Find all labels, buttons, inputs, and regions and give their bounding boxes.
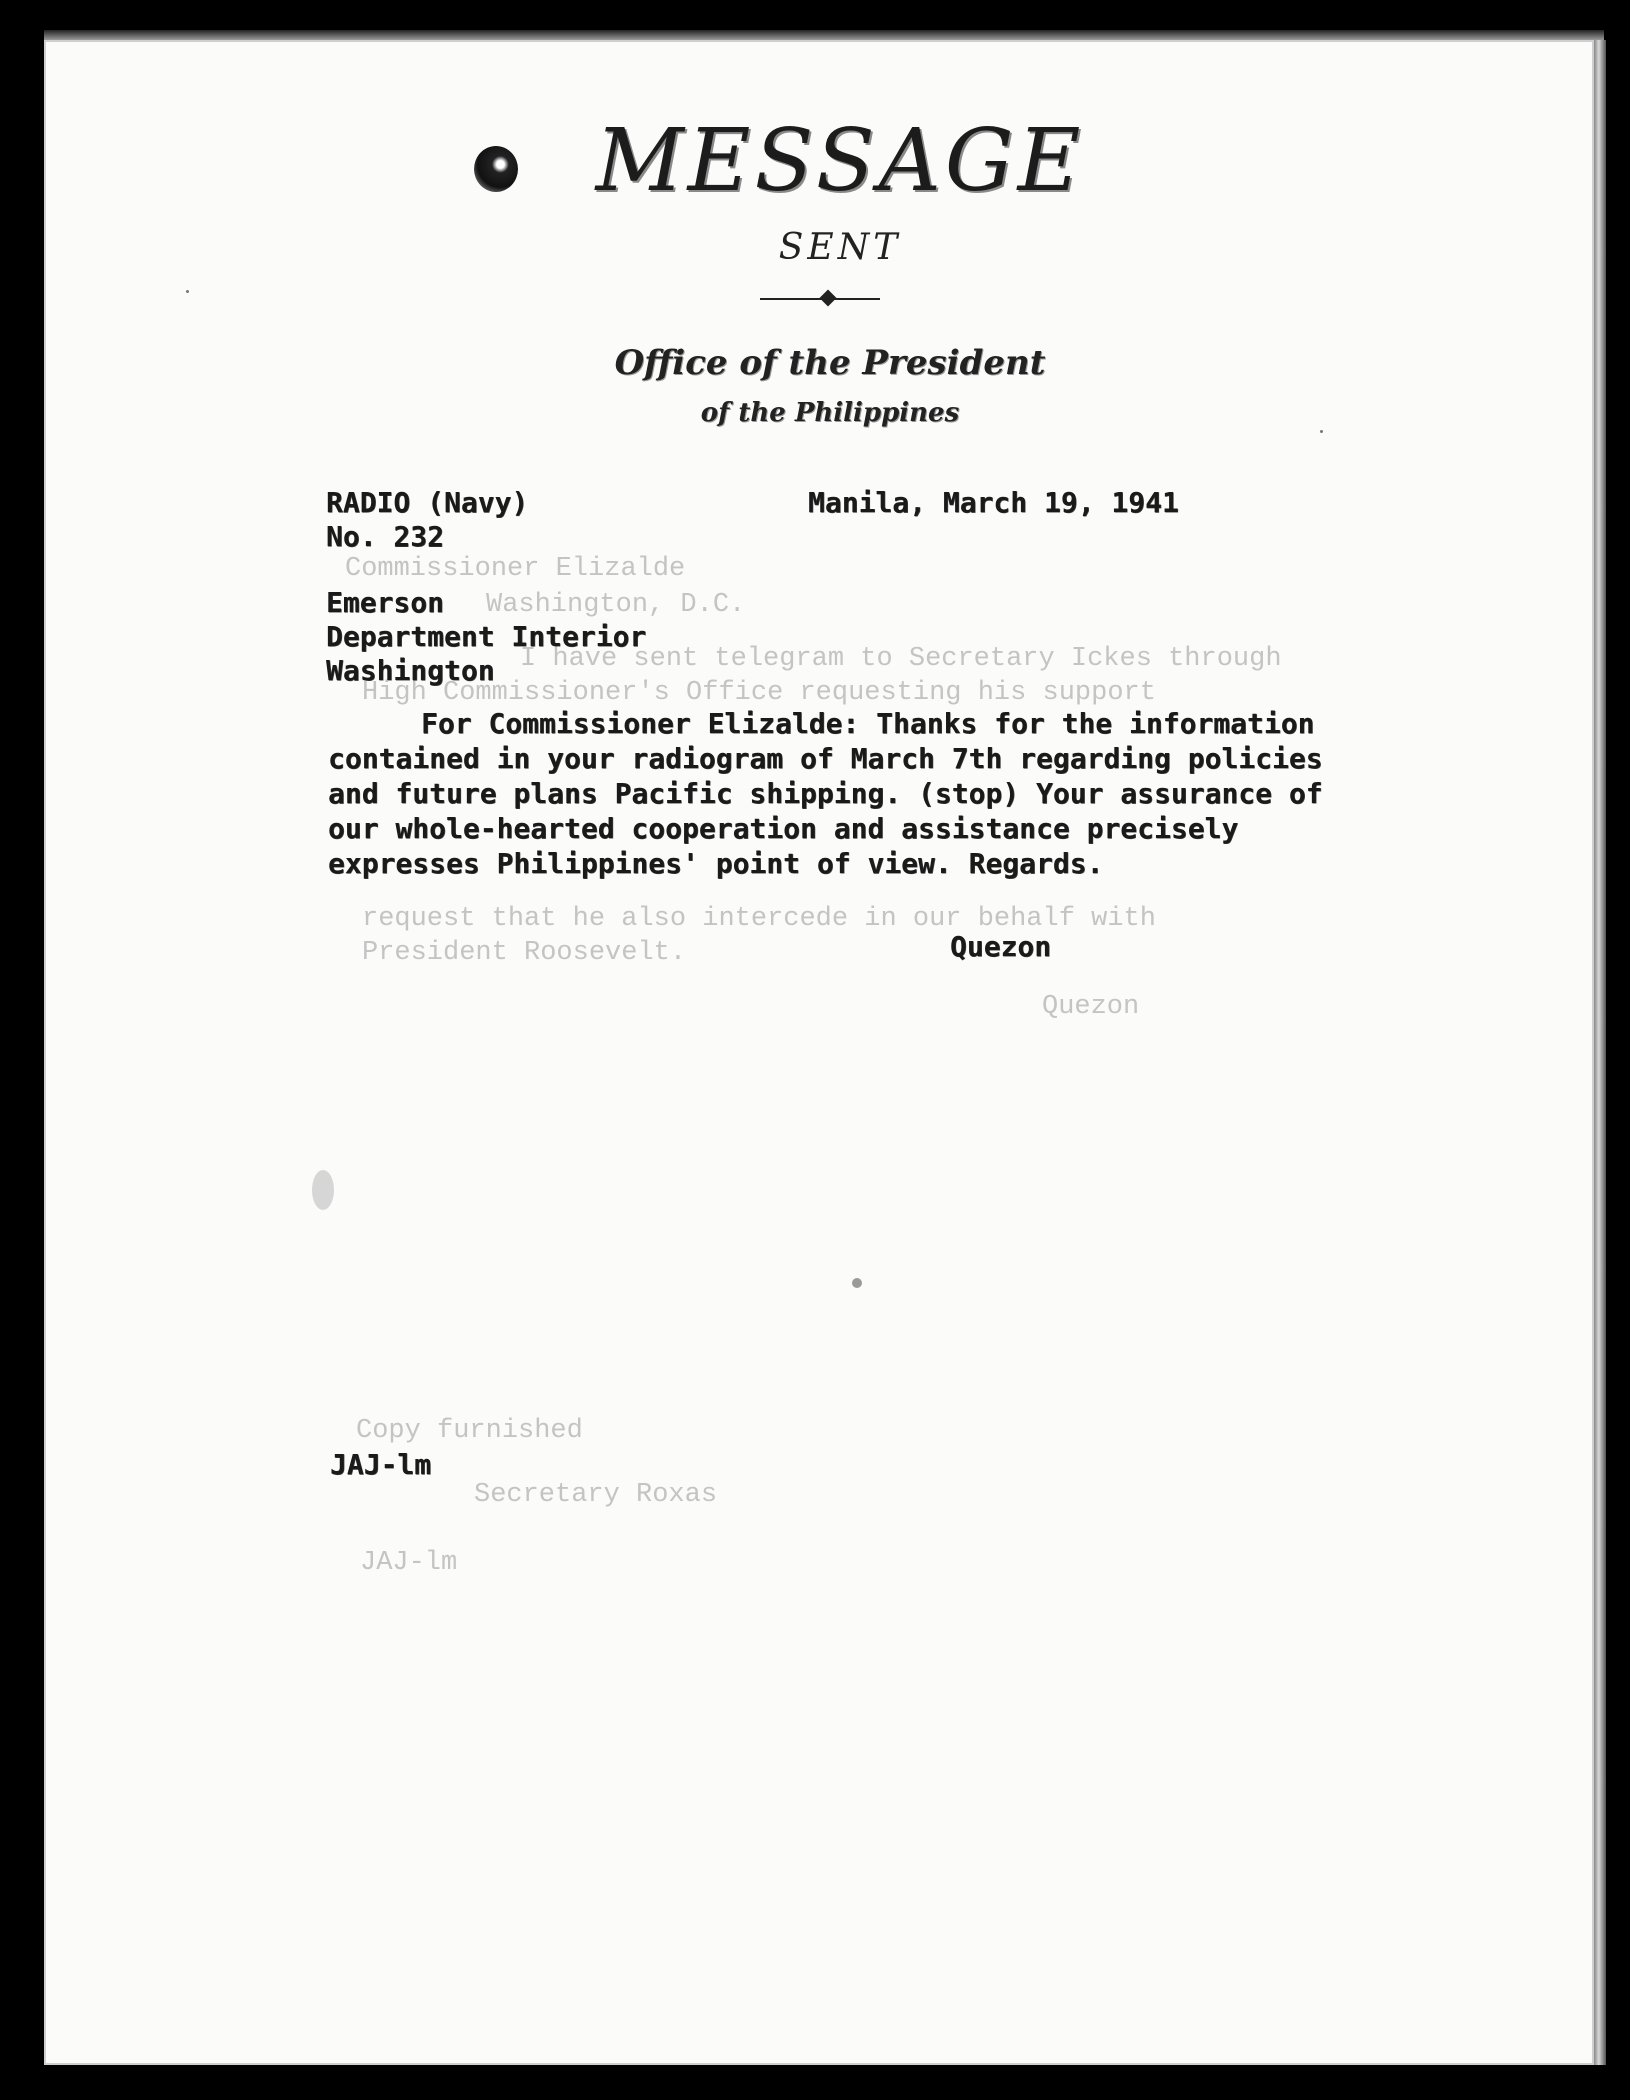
office-line-1: Office of the President bbox=[614, 343, 1046, 383]
page-right-edge bbox=[1594, 40, 1606, 2065]
show-through-signature: Quezon bbox=[1042, 992, 1140, 1022]
show-through-line: President Roosevelt. bbox=[362, 938, 687, 968]
show-through-line: Washington, D.C. bbox=[486, 590, 746, 620]
message-body bbox=[328, 706, 1358, 881]
reference-initials: JAJ-lm bbox=[330, 1448, 432, 1481]
show-through-copy-to: Secretary Roxas bbox=[474, 1480, 718, 1510]
message-paragraph: For Commissioner Elizalde: Thanks for the information contained in your radiogram of March 7th regarding policies and future plans Pacific shipping. (stop) Your assurance of our whole-hearted cooperation and assistance precisely expresses Philippines' point of view. Regards. bbox=[328, 707, 1340, 880]
show-through-line: I have sent telegram to Secretary Ickes through bbox=[520, 644, 1282, 674]
transmission-type: RADIO (Navy) bbox=[326, 486, 529, 519]
scan-smudge bbox=[312, 1170, 334, 1210]
place-and-date: Manila, March 19, 1941 bbox=[808, 486, 1179, 519]
show-through-initials: JAJ-lm bbox=[360, 1548, 458, 1578]
scan-speck bbox=[186, 290, 189, 293]
message-number: No. 232 bbox=[326, 520, 445, 553]
show-through-line: High Commissioner's Office requesting his support bbox=[362, 678, 1156, 708]
show-through-copy-note: Copy furnished bbox=[356, 1416, 583, 1446]
ink-blot bbox=[474, 146, 518, 192]
letterhead-subtitle: SENT bbox=[778, 227, 902, 268]
scan-speck bbox=[1320, 430, 1323, 433]
addressee-city: Washington bbox=[326, 654, 495, 687]
addressee-name: Emerson bbox=[326, 586, 445, 619]
scan-speck bbox=[852, 1278, 862, 1288]
addressee-department: Department Interior bbox=[326, 620, 647, 653]
show-through-line: Commissioner Elizalde bbox=[345, 554, 686, 584]
show-through-line: request that he also intercede in our behalf with bbox=[362, 904, 1156, 934]
signature: Quezon bbox=[950, 930, 1052, 963]
letterhead-title: MESSAGE bbox=[595, 111, 1085, 211]
office-line-2: of the Philippines bbox=[700, 398, 960, 428]
page-top-edge bbox=[44, 30, 1604, 40]
